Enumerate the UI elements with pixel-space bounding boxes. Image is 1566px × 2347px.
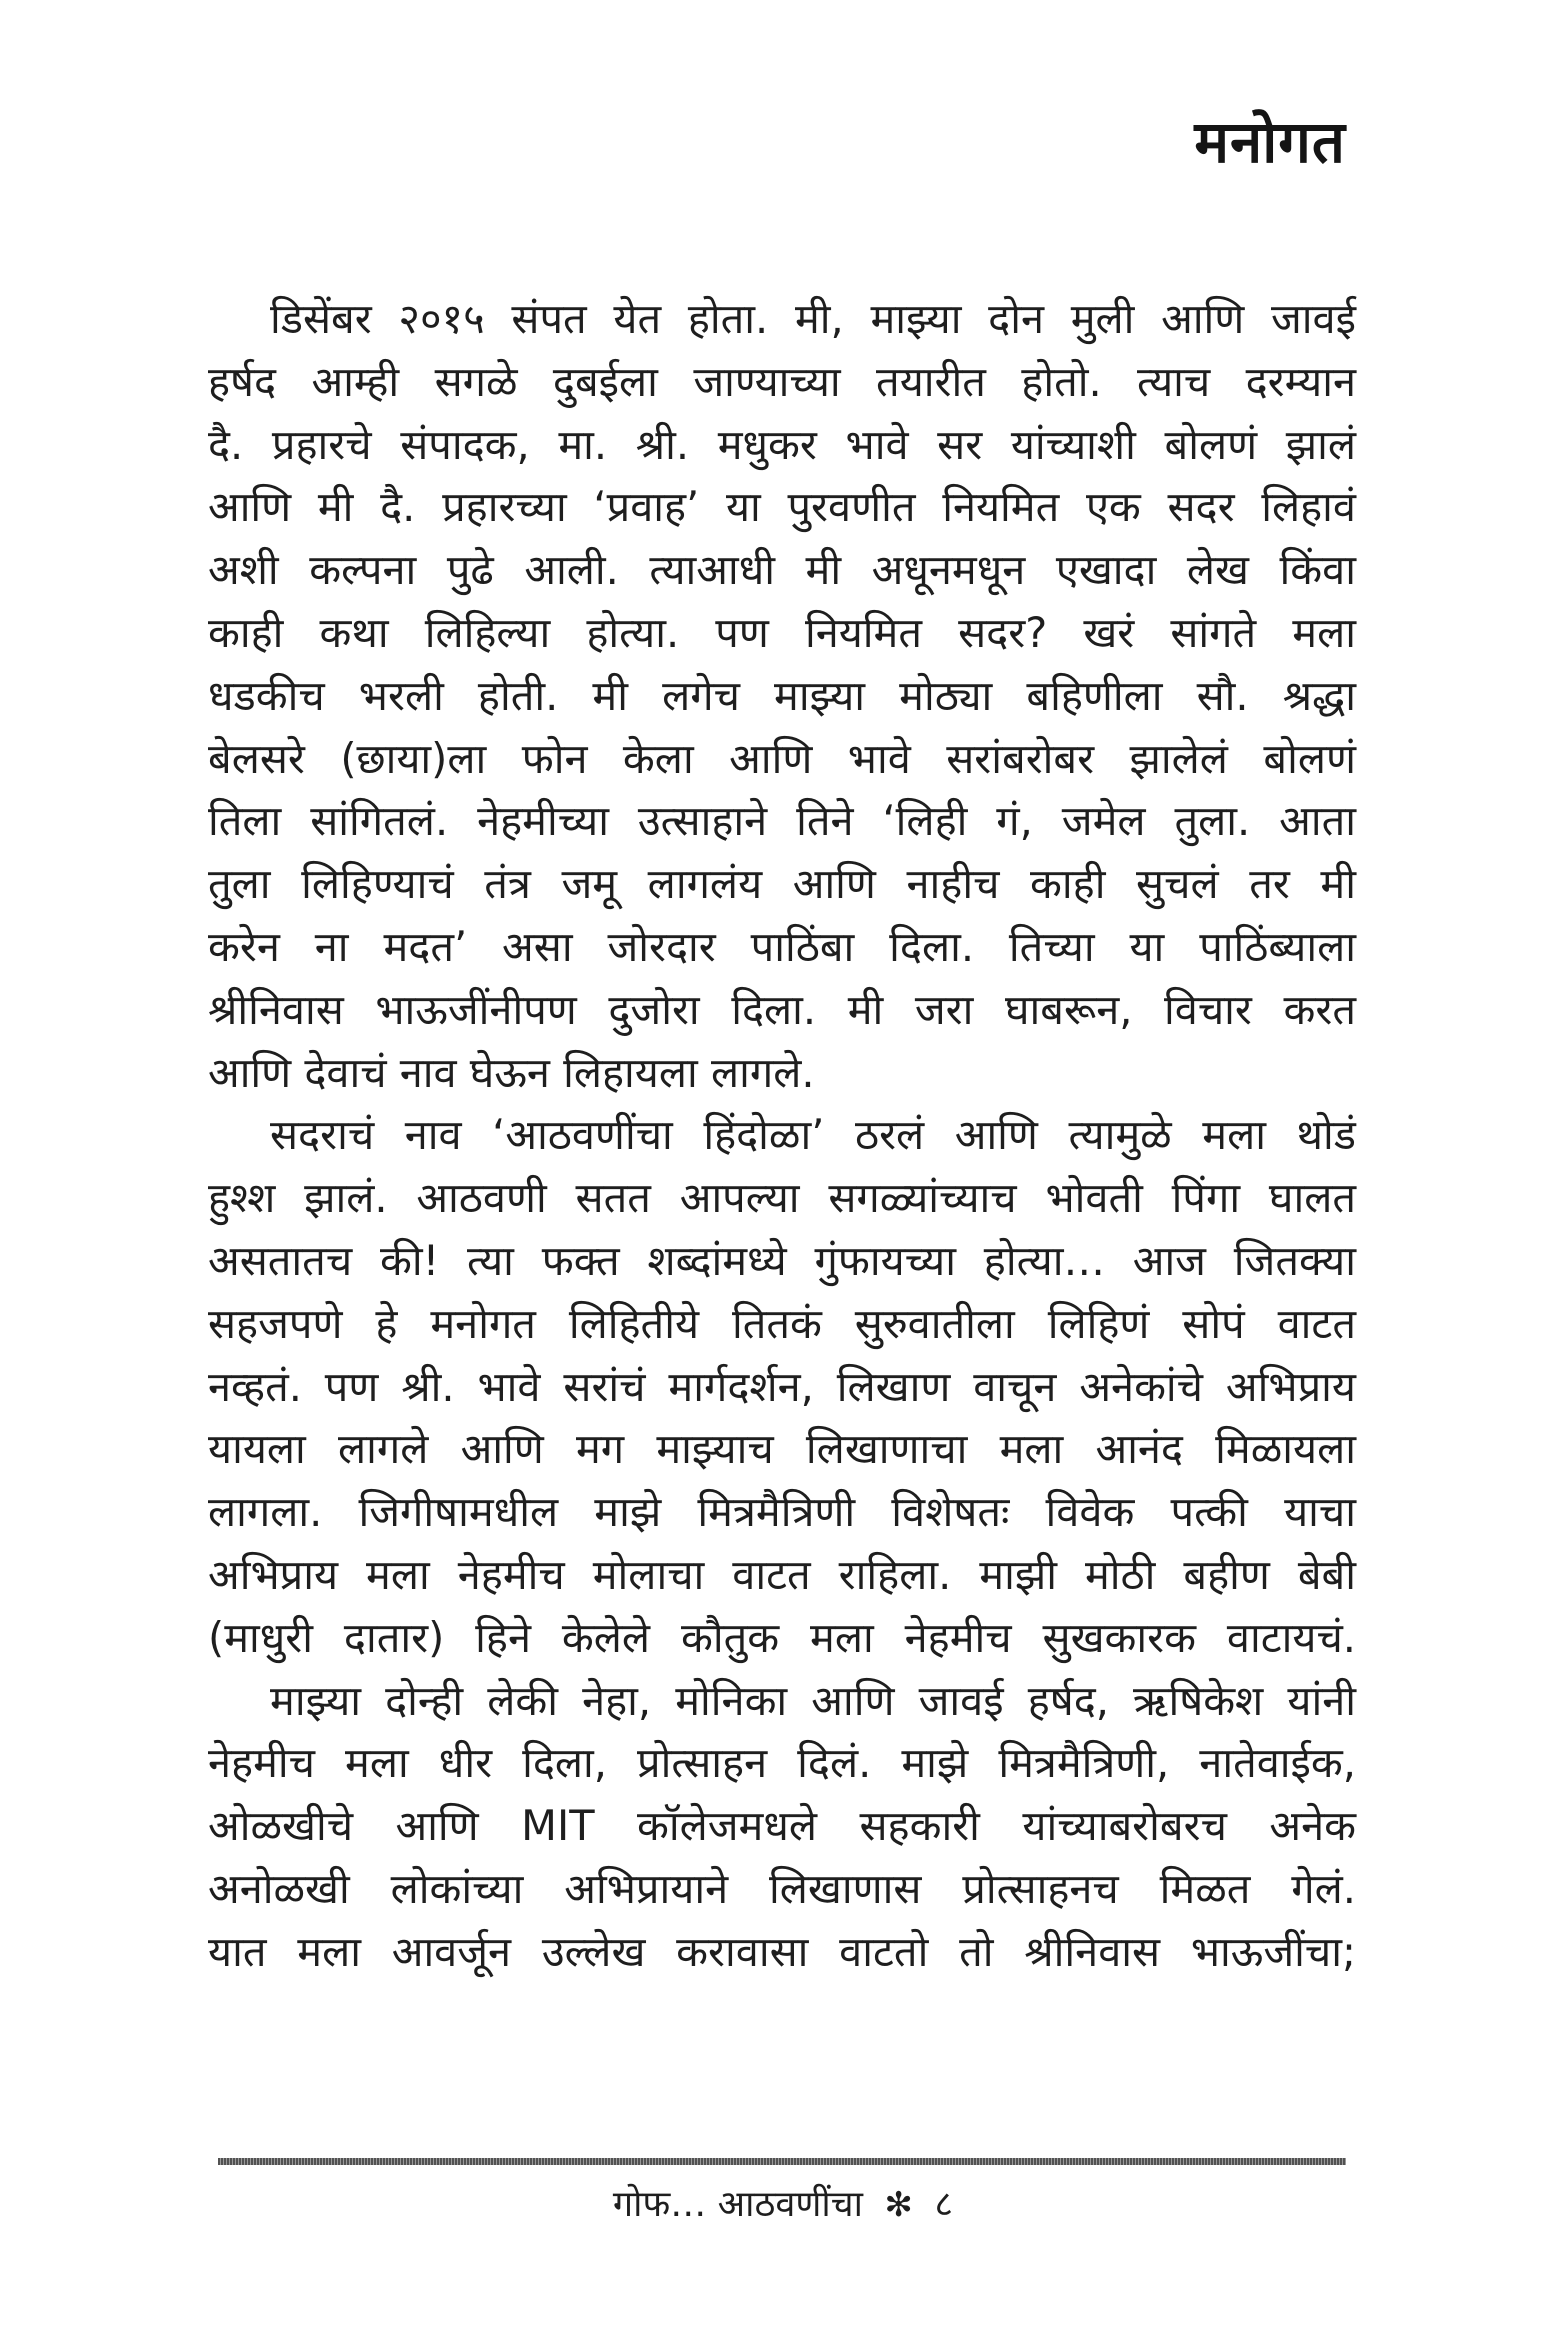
footer-divider — [218, 2158, 1346, 2165]
text-line: असतातच की! त्या फक्त शब्दांमध्ये गुंफायच्या होत्या… आज जितक्या — [208, 1235, 1356, 1285]
body-text — [208, 288, 1356, 1984]
text-line: हुश्श झालं. आठवणी सतत आपल्या सगळ्यांच्याच भोवती पिंगा घालत — [208, 1173, 1356, 1223]
text-line: हर्षद आम्ही सगळे दुबईला जाण्याच्या तयारीत होतो. त्याच दरम्यान — [208, 356, 1356, 406]
text-line: ओळखीचे आणि MIT कॉलेजमधले सहकारी यांच्याबरोबरच अनेक — [208, 1801, 1356, 1851]
text-line: धडकीच भरली होती. मी लगेच माझ्या मोठ्या बहिणीला सौ. श्रद्धा — [208, 670, 1356, 720]
text-line: दै. प्रहारचे संपादक, मा. श्री. मधुकर भावे सर यांच्याशी बोलणं झालं — [208, 419, 1356, 469]
text-line: डिसेंबर २०१५ संपत येत होता. मी, माझ्या दोन मुली आणि जावई — [270, 294, 1356, 343]
asterisk-separator-icon: ✻ — [884, 2185, 913, 2225]
text-line: (माधुरी दातार) हिने केलेले कौतुक मला नेहमीच सुखकारक वाटायचं. — [208, 1612, 1356, 1662]
footer-book-title: गोफ… आठवणींचा — [612, 2184, 863, 2225]
text-line: तुला लिहिण्याचं तंत्र जमू लागलंय आणि नाहीच काही सुचलं तर मी — [208, 859, 1356, 909]
text-line: बेलसरे (छाया)ला फोन केला आणि भावे सरांबरोबर झालेलं बोलणं — [208, 733, 1356, 783]
text-line: आणि मी दै. प्रहारच्या ‘प्रवाह’ या पुरवणीत नियमित एक सदर लिहावं — [208, 482, 1356, 532]
page-number: ८ — [934, 2184, 954, 2225]
text-line: काही कथा लिहिल्या होत्या. पण नियमित सदर? खरं सांगते मला — [208, 607, 1356, 657]
page-title: मनोगत — [1194, 108, 1346, 176]
text-line: नव्हतं. पण श्री. भावे सरांचं मार्गदर्शन, लिखाण वाचून अनेकांचे अभिप्राय — [208, 1361, 1356, 1411]
page-footer — [0, 2178, 1566, 2227]
text-line: यात मला आवर्जून उल्लेख करावासा वाटतो तो श्रीनिवास भाऊजींचा; — [208, 1926, 1356, 1976]
text-line: अभिप्राय मला नेहमीच मोलाचा वाटत राहिला. माझी मोठी बहीण बेबी — [208, 1549, 1356, 1599]
text-line: आणि देवाचं नाव घेऊन लिहायला लागले. — [208, 1047, 815, 1097]
text-line: श्रीनिवास भाऊजींनीपण दुजोरा दिला. मी जरा घाबरून, विचार करत — [208, 984, 1356, 1034]
text-line: सहजपणे हे मनोगत लिहितीये तितकं सुरुवातीला लिहिणं सोपं वाटत — [208, 1298, 1356, 1348]
text-line: करेन ना मदत’ असा जोरदार पाठिंबा दिला. तिच्या या पाठिंब्याला — [208, 921, 1356, 971]
text-line: लागला. जिगीषामधील माझे मित्रमैत्रिणी विशेषतः विवेक पत्की याचा — [208, 1487, 1357, 1537]
text-line: यायला लागले आणि मग माझ्याच लिखाणाचा मला आनंद मिळायला — [208, 1424, 1356, 1474]
text-line: माझ्या दोन्ही लेकी नेहा, मोनिका आणि जावई हर्षद, ऋषिकेश यांनी — [270, 1675, 1356, 1725]
text-line: नेहमीच मला धीर दिला, प्रोत्साहन दिलं. माझे मित्रमैत्रिणी, नातेवाईक, — [208, 1738, 1356, 1788]
text-line: सदराचं नाव ‘आठवणींचा हिंदोळा’ ठरलं आणि त्यामुळे मला थोडं — [270, 1110, 1356, 1160]
text-line: अशी कल्पना पुढे आली. त्याआधी मी अधूनमधून एखादा लेख किंवा — [208, 545, 1356, 595]
text-line: अनोळखी लोकांच्या अभिप्रायाने लिखाणास प्रोत्साहनच मिळत गेलं. — [208, 1863, 1356, 1913]
text-line: तिला सांगितलं. नेहमीच्या उत्साहाने तिने ‘लिही गं, जमेल तुला. आता — [208, 796, 1356, 846]
